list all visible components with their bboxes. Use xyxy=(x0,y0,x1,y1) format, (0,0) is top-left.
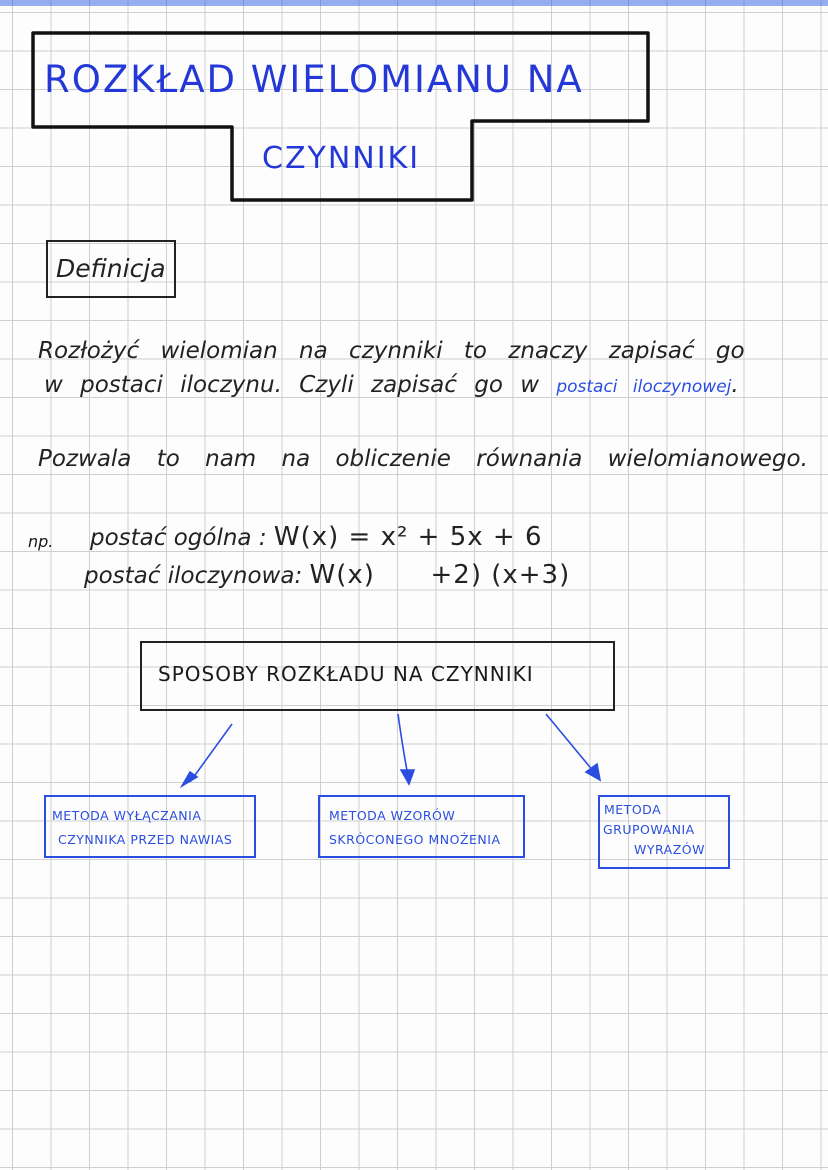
method-1-line-1: METODA WYŁĄCZANIA xyxy=(52,808,202,823)
note-line: Pozwala to nam na obliczenie równania wielomianowego. xyxy=(38,446,808,472)
definition-line-2-start: w postaci iloczynu. Czyli zapisać go w xyxy=(44,372,557,398)
method-2-line-1: METODA WZORÓW xyxy=(329,808,456,823)
example-product-label: postać iloczynowa: xyxy=(84,563,303,589)
definition-line-1: Rozłożyć wielomian na czynniki to znaczy zapisać go xyxy=(38,338,745,364)
example-prefix: np. xyxy=(28,532,54,551)
method-2-line-2: SKRÓCONEGO MNOŻENIA xyxy=(329,832,501,847)
example-product-formula: W(x) +2) (x+3) xyxy=(309,560,571,590)
arrow-left-line xyxy=(190,724,232,782)
definition-line-2-end: . xyxy=(731,372,739,398)
arrow-right-head xyxy=(586,764,600,780)
title-line-1: ROZKŁAD WIELOMIANU NA xyxy=(44,58,584,101)
method-3-line-3: WYRAZÓW xyxy=(634,842,705,857)
example-product xyxy=(84,560,570,590)
method-3-line-2: GRUPOWANIA xyxy=(603,822,695,837)
method-3-line-1: METODA xyxy=(604,802,662,817)
example-general xyxy=(90,522,543,552)
arrow-middle-head xyxy=(401,770,414,784)
definition-label: Definicja xyxy=(56,254,166,283)
connector-arrows xyxy=(182,714,600,786)
example-general-label: postać ogólna : xyxy=(90,525,267,551)
arrow-middle-line xyxy=(398,714,408,776)
definition-line-2 xyxy=(44,372,739,398)
title-line-2: CZYNNIKI xyxy=(262,141,421,176)
arrow-right-line xyxy=(546,714,594,772)
definition-highlight: postaci iloczynowej xyxy=(556,377,732,397)
example-general-formula: W(x) = x² + 5x + 6 xyxy=(273,522,543,552)
ways-title: SPOSOBY ROZKŁADU NA CZYNNIKI xyxy=(158,662,534,686)
method-1-line-2: CZYNNIKA PRZED NAWIAS xyxy=(58,832,233,847)
